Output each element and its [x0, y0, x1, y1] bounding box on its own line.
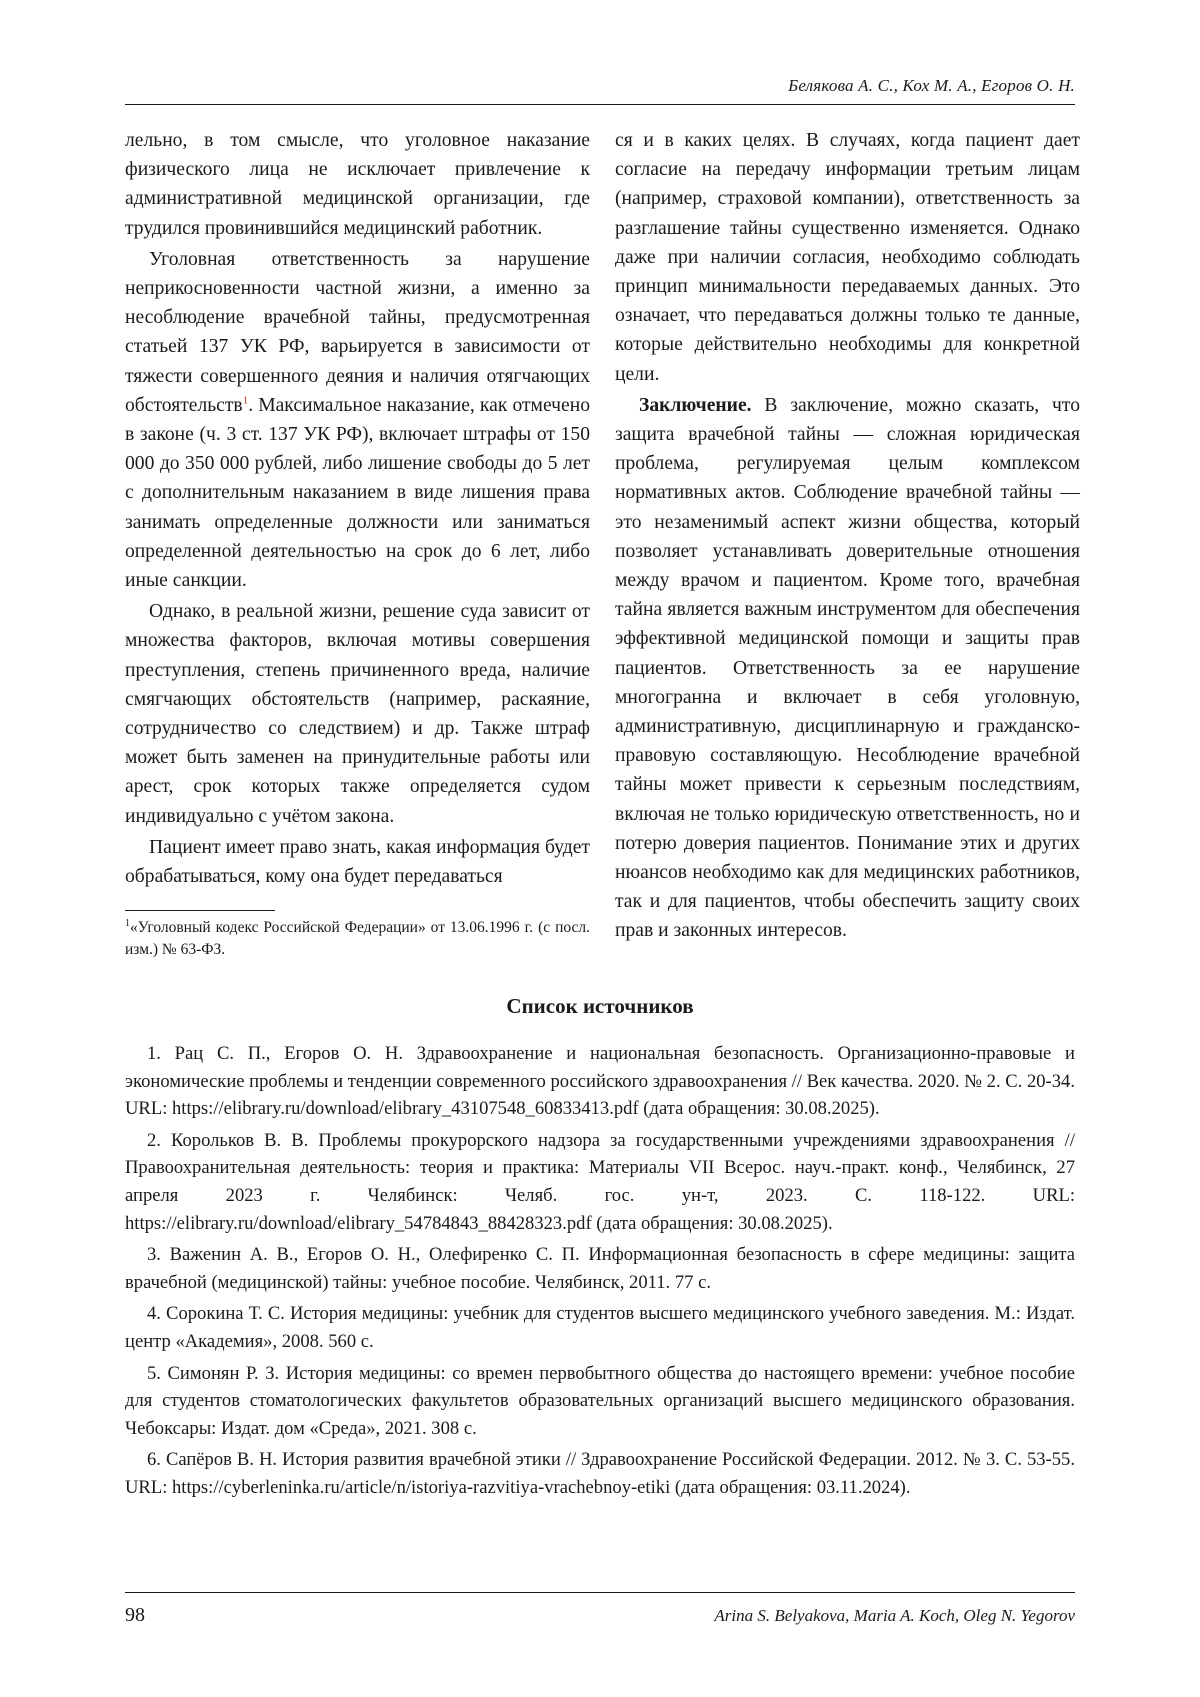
source-item: 6. Сапёров В. Н. История развития врачебной этики // Здравоохранение Российской Федерации. 2012. № 3. С. 53-55. URL: https://cyberleninka.ru/article/n/istoriya-razvitiya-vrachebnoy-etiki (дата обращения: 03.11.2024).: [125, 1449, 1075, 1498]
conclusion-heading: Заключение.: [639, 394, 752, 416]
footnote-text: «Уголовный кодекс Российской Федерации» от 13.06.1996 г. (с посл. изм.) № 63-ФЗ.: [125, 919, 590, 958]
right-column: [615, 126, 1080, 946]
left-column: [125, 126, 590, 891]
header-rule: [125, 104, 1075, 105]
footnote-number: 1: [125, 917, 130, 929]
source-item: 3. Важенин А. В., Егоров О. Н., Олефиренко С. П. Информационная безопасность в сфере медицины: защита врачебной (медицинской) тайны: учебное пособие. Челябинск, 2011. 77 с.: [125, 1244, 1075, 1293]
paragraph: ся и в каких целях. В случаях, когда пациент дает согласие на передачу информации третьим лицам (например, страховой компании), ответственность за разглашение тайны существенно изменяется. Однако даже при наличии согласия, необходимо соблюдать принцип минимальности передаваемых данных. Это означает, что передаваться должны только те данные, которые действительно необходимы для конкретной цели.: [615, 130, 1080, 385]
paragraph-text: Уголовная ответственность за нарушение неприкосновенности частной жизни, а именно за несоблюдение врачебной тайны, предусмотренная статьей 137 УК РФ, варьируется в зависимости от тяжести совершенного деяния и наличия отягчающих обстоятельств: [125, 248, 590, 416]
footer-rule: [125, 1592, 1075, 1593]
paragraph: [125, 245, 590, 595]
footnote-rule: [125, 910, 275, 911]
paragraph: Пациент имеет право знать, какая информация будет обрабатываться, кому она будет передаваться: [125, 836, 590, 888]
source-item: 1. Рац С. П., Егоров О. Н. Здравоохранение и национальная безопасность. Организационно-правовые и экономические проблемы и тенденции современного российского здравоохранения // Век качества. 2020. № 2. С. 20-34. URL: https://elibrary.ru/download/elibrary_43107548_60833413.pdf (дата обращения: 30.08.2025).: [125, 1043, 1075, 1120]
source-item: 4. Сорокина Т. С. История медицины: учебник для студентов высшего медицинского учебного заведения. М.: Издат. центр «Академия», 2008. 560 с.: [125, 1303, 1075, 1352]
paragraph-text: В заключение, можно сказать, что защита врачебной тайны — сложная юридическая проблема, регулируемая целым комплексом нормативных актов. Соблюдение врачебной тайны — это незаменимый аспект жизни общества, который позволяет устанавливать доверительные отношения между врачом и пациентом. Кроме того, врачебная тайна является важным инструментом для обеспечения эффективной медицинской помощи и защиты прав пациентов. Ответственность за ее нарушение многогранна и включает в себя уголовную, административную, дисциплинарную и гражданско-правовую составляющую. Несоблюдение врачебной тайны может привести к серьезным последствиям, включая не только юридическую ответственность, но и потерю доверия пациентов. Понимание этих и других нюансов необходимо как для медицинских работников, так и для пациентов, чтобы обеспечить защиту своих прав и законных интересов.: [615, 394, 1080, 942]
conclusion-paragraph: [615, 391, 1080, 946]
paragraph: Однако, в реальной жизни, решение суда зависит от множества факторов, включая мотивы совершения преступления, степень причиненного вреда, наличие смягчающих обстоятельств (например, раскаяние, сотрудничество со следствием) и др. Также штраф может быть заменен на принудительные работы или арест, срок которых также определяется судом индивидуально с учётом закона.: [125, 601, 590, 827]
sources-list: [125, 1040, 1075, 1506]
sources-title: Список источников: [506, 994, 694, 1018]
footnote: [125, 917, 590, 961]
footnote-reference[interactable]: 1: [242, 394, 249, 407]
paragraph: лельно, в том смысле, что уголовное наказание физического лица не исключает привлечение к административной медицинской организации, где трудился провинившийся медицинский работник.: [125, 130, 590, 239]
running-head: Белякова А. С., Кох М. А., Егоров О. Н.: [788, 76, 1075, 95]
paragraph-text: . Максимальное наказание, как отмечено в законе (ч. 3 ст. 137 УК РФ), включает штрафы от 150 000 до 350 000 рублей, либо лишение свободы до 5 лет с дополнительным наказанием в виде лишения права занимать определенные должности или заниматься определенной деятельностью на срок до 6 лет, либо иные санкции.: [125, 394, 590, 592]
footer-authors: Arina S. Belyakova, Maria A. Koch, Oleg N. Yegorov: [714, 1606, 1075, 1625]
page-number: 98: [125, 1604, 145, 1626]
source-item: 5. Симонян Р. З. История медицины: со времен первобытного общества до настоящего времени: учебное пособие для студентов стоматологических факультетов образовательных организаций высшего медицинского образования. Чебоксары: Издат. дом «Среда», 2021. 308 с.: [125, 1362, 1075, 1439]
source-item: 2. Корольков В. В. Проблемы прокурорского надзора за государственными учреждениями здравоохранения // Правоохранительная деятельность: теория и практика: Материалы VII Всерос. науч.-практ. конф., Челябинск, 27 апреля 2023 г. Челябинск: Челяб. гос. ун-т, 2023. С. 118-122. URL: https://elibrary.ru/download/elibrary_54784843_88428323.pdf (дата обращения: 30.08.2025).: [125, 1129, 1075, 1234]
